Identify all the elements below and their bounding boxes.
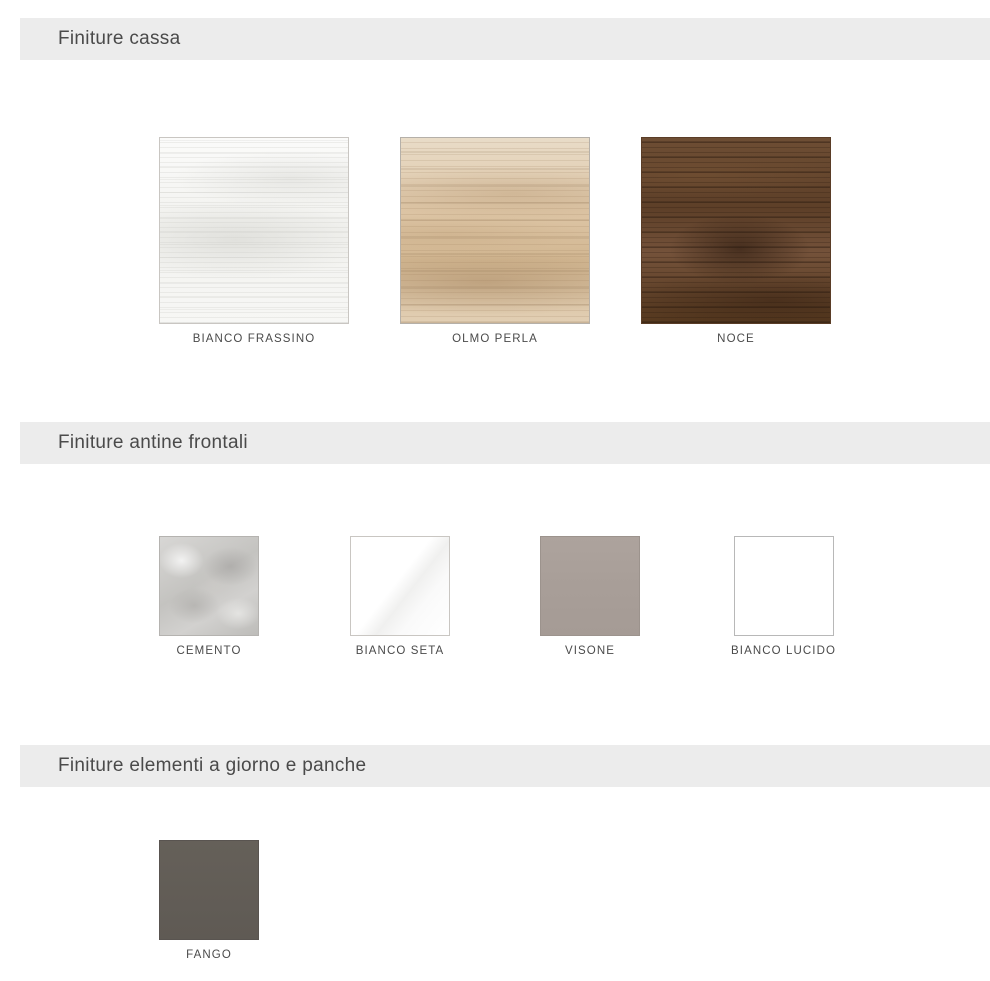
swatch-label: BIANCO FRASSINO xyxy=(192,333,316,345)
section-title: Finiture antine frontali xyxy=(58,432,248,453)
swatch-bianco-seta[interactable] xyxy=(350,536,450,657)
section-header-finiture-cassa xyxy=(20,18,990,60)
swatch-tile-bianco-seta[interactable] xyxy=(350,536,450,636)
swatch-label: BIANCO LUCIDO xyxy=(731,645,837,657)
swatch-noce[interactable] xyxy=(641,137,831,345)
swatch-tile-cemento[interactable] xyxy=(159,536,259,636)
swatch-tile-fango[interactable] xyxy=(159,840,259,940)
swatch-fango[interactable] xyxy=(159,840,259,961)
swatch-bianco-frassino[interactable] xyxy=(159,137,349,345)
section-title: Finiture cassa xyxy=(58,28,181,49)
swatch-tile-bianco-lucido[interactable] xyxy=(734,536,834,636)
swatch-label: OLMO PERLA xyxy=(452,333,538,345)
swatch-tile-visone[interactable] xyxy=(540,536,640,636)
swatch-label: CEMENTO xyxy=(176,645,242,657)
swatch-bianco-lucido[interactable] xyxy=(731,536,836,657)
swatch-tile-olmo-perla[interactable] xyxy=(400,137,590,324)
swatch-label: BIANCO SETA xyxy=(355,645,445,657)
swatch-label: NOCE xyxy=(717,333,755,345)
section-header-finiture-antine-frontali xyxy=(20,422,990,464)
swatch-olmo-perla[interactable] xyxy=(400,137,590,345)
swatch-visone[interactable] xyxy=(540,536,640,657)
swatch-cemento[interactable] xyxy=(159,536,259,657)
swatch-label: FANGO xyxy=(186,949,232,961)
swatch-tile-bianco-frassino[interactable] xyxy=(159,137,349,324)
section-header-finiture-elementi-a-giorno-e-panche xyxy=(20,745,990,787)
swatch-label: VISONE xyxy=(564,645,616,657)
swatch-tile-noce[interactable] xyxy=(641,137,831,324)
section-title: Finiture elementi a giorno e panche xyxy=(58,755,367,776)
